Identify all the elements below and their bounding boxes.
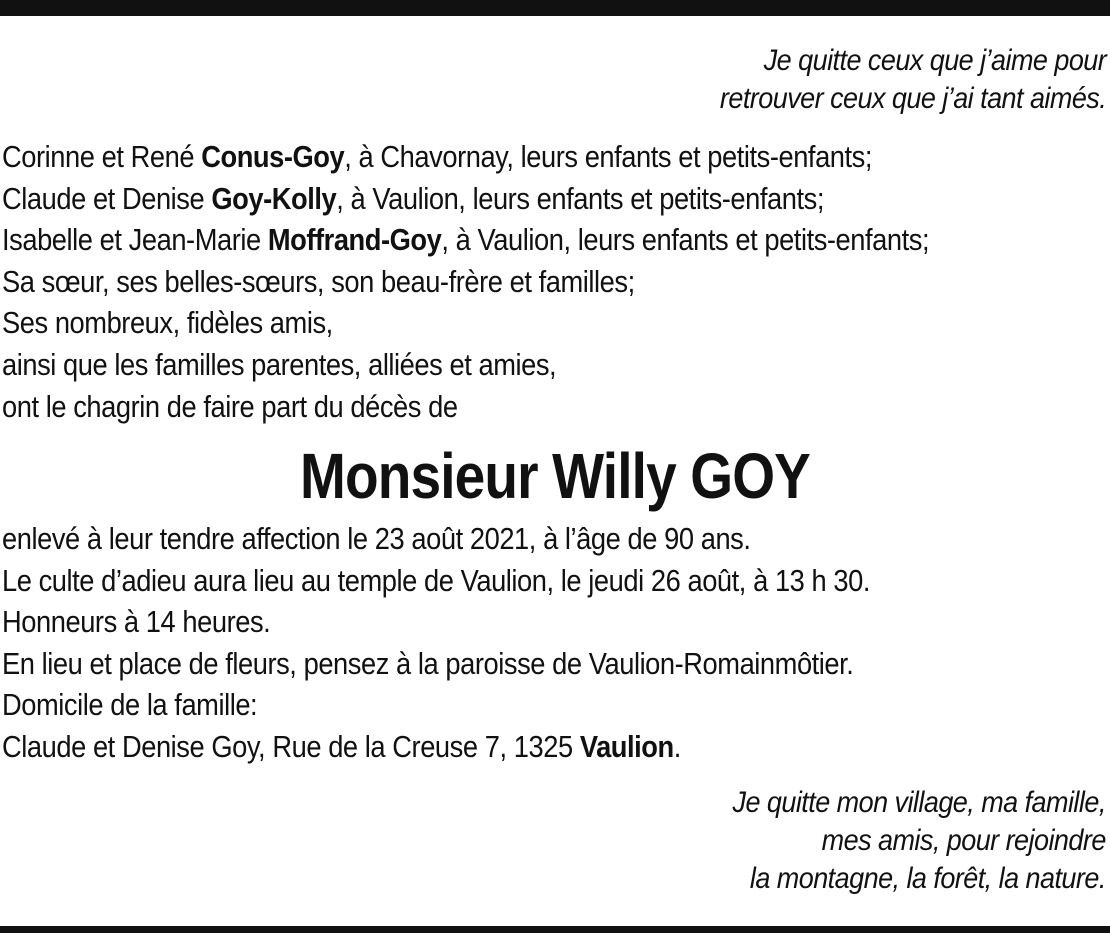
deceased-name: Monsieur Willy GOY: [299, 440, 811, 512]
family-line-text: , à Chavornay, leurs enfants et petits-enfants;: [344, 139, 873, 174]
family-surname: Goy-Kolly: [211, 180, 337, 216]
family-line: [2, 178, 929, 220]
family-line-text: Isabelle et Jean-Marie: [2, 222, 268, 258]
details-line: Domicile de la famille:: [2, 687, 258, 723]
opening-quote: [720, 42, 1106, 118]
family-line: [2, 136, 929, 178]
family-line: ont le chagrin de faire part du décès de: [2, 388, 458, 424]
opening-quote-line: retrouver ceux que j’ai tant aimés.: [719, 82, 1106, 115]
family-line-text: , à Vaulion, leurs enfants et petits-enfants;: [441, 222, 930, 258]
family-line-text: Claude et Denise: [2, 180, 212, 216]
details-line: Le culte d’adieu aura lieu au temple de Vaulion, le jeudi 26 août, à 13 h 30.: [2, 562, 871, 598]
bottom-border-rule: [0, 926, 1110, 933]
family-surname: Moffrand-Goy: [267, 222, 442, 258]
closing-quote-line: mes amis, pour rejoindre: [821, 824, 1106, 857]
address-town: Vaulion: [579, 728, 674, 764]
closing-quote: [733, 784, 1106, 898]
details-line: enlevé à leur tendre affection le 23 août 2021, à l’âge de 90 ans.: [2, 521, 751, 556]
family-line: ainsi que les familles parentes, alliées et amies,: [2, 346, 557, 382]
opening-quote-line: Je quitte ceux que j’aime pour: [763, 44, 1106, 77]
details-line: En lieu et place de fleurs, pensez à la paroisse de Vaulion-Romainmôtier.: [2, 645, 854, 681]
closing-quote-line: la montagne, la forêt, la nature.: [750, 862, 1106, 895]
closing-quote-line: Je quitte mon village, ma famille,: [732, 786, 1106, 819]
family-line: Sa sœur, ses belles-sœurs, son beau-frère et familles;: [2, 263, 635, 299]
family-address: [2, 726, 870, 768]
details-line: Honneurs à 14 heures.: [2, 604, 271, 640]
family-list: [2, 136, 929, 427]
address-text: Claude et Denise Goy, Rue de la Creuse 7, 1325: [2, 728, 580, 764]
address-text: .: [673, 728, 681, 764]
family-surname: Conus-Goy: [201, 139, 345, 174]
top-border-rule: [0, 0, 1110, 16]
family-line-text: Corinne et René: [2, 139, 202, 174]
funeral-details: [2, 518, 870, 768]
family-line-text: , à Vaulion, leurs enfants et petits-enfants;: [336, 180, 824, 216]
family-line: Ses nombreux, fidèles amis,: [2, 305, 333, 341]
family-line: [2, 219, 929, 261]
